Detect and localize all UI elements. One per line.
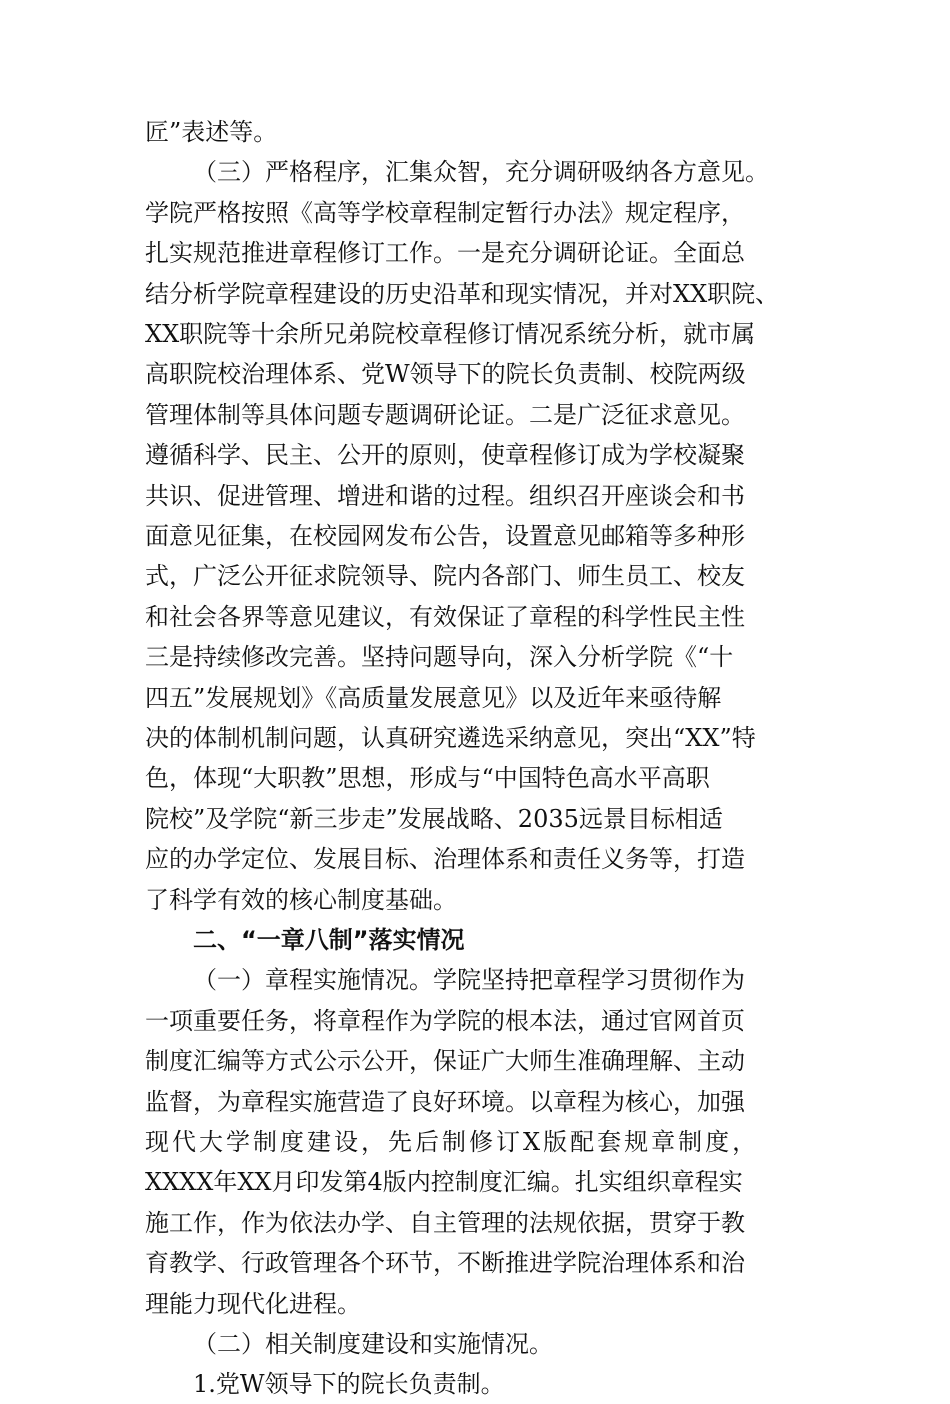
paragraph-line: 学院严格按照《高等学校章程制定暂行办法》规定程序， [145, 198, 745, 227]
paragraph-line: XX职院等十余所兄弟院校章程修订情况系统分析，就市属 [145, 320, 756, 348]
paragraph-line: 高职院校治理体系、党W领导下的院长负责制、校院两级 [145, 360, 746, 389]
paragraph-line: 监督，为章程实施营造了良好环境。以章程为核心，加强 [145, 1087, 745, 1116]
paragraph-line: 色，体现“大职教”思想，形成与“中国特色高水平高职 [145, 764, 710, 793]
paragraph-line: 四五”发展规划》《高质量发展意见》以及近年来亟待解 [145, 683, 722, 712]
paragraph-line: （三）严格程序，汇集众智，充分调研吸纳各方意见。 [193, 158, 769, 187]
paragraph-line: 育教学、行政管理各个环节，不断推进学院治理体系和治 [145, 1249, 745, 1278]
paragraph-line: （二）相关制度建设和实施情况。 [193, 1330, 553, 1358]
paragraph-line: 理能力现代化进程。 [145, 1289, 361, 1318]
paragraph-line: 施工作，作为依法办学、自主管理的法规依据，贯穿于教 [145, 1208, 745, 1237]
paragraph-line: XXXX年XX月印发第4版内控制度汇编。扎实组织章程实 [145, 1168, 743, 1197]
paragraph-line: 三是持续修改完善。坚持问题导向，深入分析学院《“十 [145, 643, 734, 672]
paragraph-line: 结分析学院章程建设的历史沿革和现实情况，并对XX职院、 [145, 279, 780, 308]
paragraph-line: 一项重要任务，将章程作为学院的根本法，通过官网首页 [145, 1006, 745, 1035]
paragraph-line: 面意见征集，在校园网发布公告，设置意见邮箱等多种形 [145, 522, 745, 550]
paragraph-line: 和社会各界等意见建议，有效保证了章程的科学性民主性 [145, 602, 745, 631]
paragraph-line: 决的体制机制问题，认真研究遴选采纳意见，突出“XX”特 [145, 724, 756, 752]
paragraph-line: 1.党W领导下的院长负责制。 [193, 1370, 505, 1399]
paragraph-line: 遵循科学、民主、公开的原则，使章程修订成为学校凝聚 [145, 441, 745, 470]
paragraph-line: 院校”及学院“新三步走”发展战略、2035远景目标相适 [145, 804, 723, 833]
paragraph-line: 共识、促进管理、增进和谐的过程。组织召开座谈会和书 [145, 481, 745, 510]
paragraph-line: 应的办学定位、发展目标、治理体系和责任义务等，打造 [145, 845, 745, 874]
section-heading: 二、“一章八制”落实情况 [193, 926, 465, 954]
paragraph-line: 现代大学制度建设，先后制修订X版配套规章制度， [145, 1128, 760, 1156]
paragraph-line: 制度汇编等方式公示公开，保证广大师生准确理解、主动 [145, 1047, 745, 1076]
paragraph-line: 扎实规范推进章程修订工作。一是充分调研论证。全面总 [145, 239, 745, 268]
paragraph-line: （一）章程实施情况。学院坚持把章程学习贯彻作为 [193, 966, 745, 995]
paragraph-line: 管理体制等具体问题专题调研论证。二是广泛征求意见。 [145, 400, 745, 429]
paragraph-line: 式，广泛公开征求院领导、院内各部门、师生员工、校友 [145, 562, 745, 591]
paragraph-line: 了科学有效的核心制度基础。 [145, 885, 457, 914]
paragraph-line: 匠”表述等。 [145, 118, 278, 146]
